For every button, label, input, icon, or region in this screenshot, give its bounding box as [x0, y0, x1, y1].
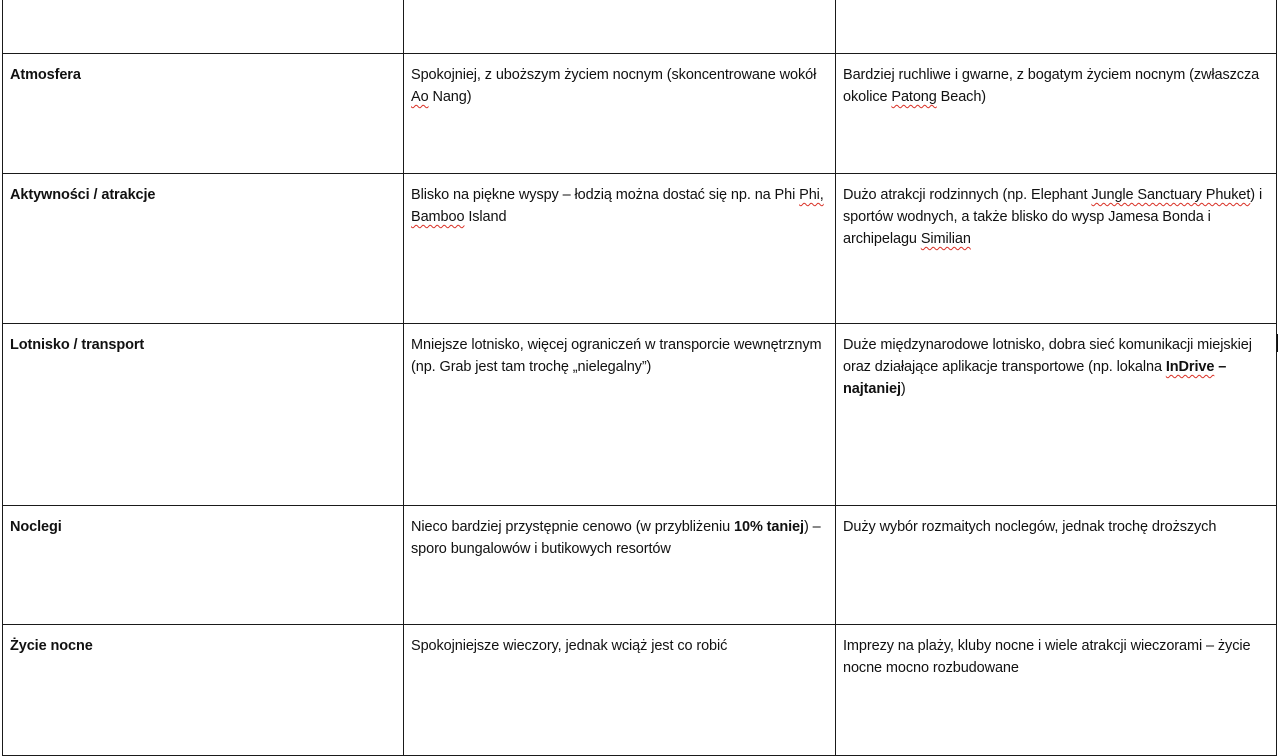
row-label-accommodation[interactable]: Noclegi: [3, 506, 404, 625]
table-row: [3, 174, 1277, 324]
table-cell-left[interactable]: [404, 0, 836, 54]
misspelled-word: Phi, Bamboo: [411, 187, 824, 225]
table-row: [3, 625, 1277, 756]
row-label-activities[interactable]: Aktywności / atrakcje: [3, 174, 404, 324]
row-label-transport[interactable]: Lotnisko / transport: [3, 324, 404, 506]
misspelled-word: Jungle Sanctuary Phuket: [1091, 187, 1251, 203]
table-cell-right[interactable]: Bardziej ruchliwe i gwarne, z bogatym życiem nocnym (zwłaszcza okolice Patong Beach): [836, 54, 1277, 174]
table-cell-left[interactable]: Spokojniejsze wieczory, jednak wciąż jest co robić: [404, 625, 836, 756]
table-cell-right[interactable]: Duży wybór rozmaitych noclegów, jednak trochę droższych: [836, 506, 1277, 625]
bold-text: – najtaniej: [843, 359, 1227, 397]
table-cell-left[interactable]: Nieco bardziej przystępnie cenowo (w przybliżeniu 10% taniej) – sporo bungalowów i butikowych resortów: [404, 506, 836, 625]
row-label-atmosphere[interactable]: Atmosfera: [3, 54, 404, 174]
misspelled-word: Patong: [891, 89, 937, 105]
table-cell-right[interactable]: Duże międzynarodowe lotnisko, dobra sieć komunikacji miejskiej oraz działające aplikacje transportowe (np. lokalna InDrive – najtaniej): [836, 324, 1277, 506]
misspelled-word: InDrive: [1165, 359, 1215, 375]
text-cursor: [1277, 334, 1278, 352]
table-cell-right[interactable]: Imprezy na plaży, kluby nocne i wiele atrakcji wieczorami – życie nocne mocno rozbudowane: [836, 625, 1277, 756]
bold-text: 10% taniej: [734, 519, 804, 535]
row-label-nightlife[interactable]: Życie nocne: [3, 625, 404, 756]
misspelled-word: Ao: [411, 89, 429, 105]
table-cell-left[interactable]: Blisko na piękne wyspy – łodzią można dostać się np. na Phi Phi, Bamboo Island: [404, 174, 836, 324]
table-cell-label[interactable]: [3, 0, 404, 54]
table-cell-left[interactable]: Mniejsze lotnisko, więcej ograniczeń w transporcie wewnętrznym (np. Grab jest tam trochę „nielegalny”): [404, 324, 836, 506]
misspelled-word: Similian: [920, 231, 971, 247]
comparison-table: [2, 0, 1277, 756]
table-cell-left[interactable]: Spokojniej, z uboższym życiem nocnym (skoncentrowane wokół Ao Nang): [404, 54, 836, 174]
table-row: [3, 0, 1277, 54]
table-row: [3, 324, 1277, 506]
table-row: [3, 54, 1277, 174]
table-cell-right[interactable]: Dużo atrakcji rodzinnych (np. Elephant Jungle Sanctuary Phuket) i sportów wodnych, a także blisko do wysp Jamesa Bonda i archipelagu Similian: [836, 174, 1277, 324]
table-row: [3, 506, 1277, 625]
table-cell-right[interactable]: [836, 0, 1277, 54]
